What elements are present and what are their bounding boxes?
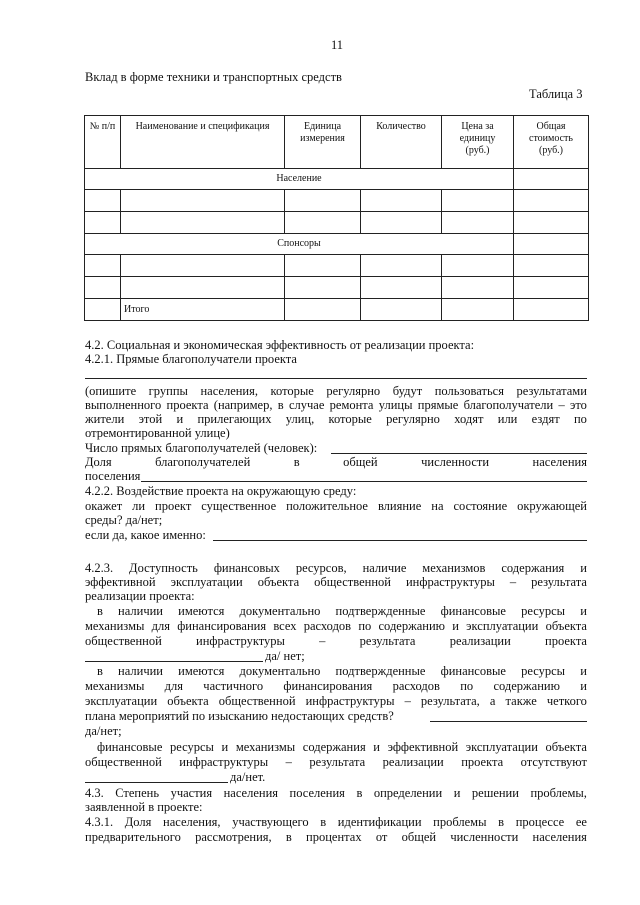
word: группы (148, 384, 188, 398)
word: в (356, 786, 363, 800)
word: всех (273, 619, 297, 633)
word: наличии (118, 604, 163, 618)
word: в (320, 815, 327, 829)
s431-line (85, 830, 587, 844)
word: финансовые (97, 740, 163, 754)
table-cell (285, 299, 361, 321)
word: объекта (257, 575, 300, 589)
env-question-line (85, 499, 587, 513)
word: финансовые (440, 664, 506, 678)
word: отсутствуют (520, 755, 587, 769)
word: существенное (201, 499, 277, 513)
word: содержанию (493, 679, 560, 693)
note-line (85, 384, 587, 398)
word: финансирования (177, 619, 267, 633)
word: а (489, 694, 496, 708)
word: пользоваться (434, 384, 504, 398)
word: инфраструктуры (179, 755, 269, 769)
word: имеются (178, 604, 225, 618)
table-cell (442, 212, 514, 234)
table-cell (85, 277, 121, 299)
word: финансирования (283, 679, 373, 693)
table-row (85, 277, 589, 299)
option-b-line (85, 679, 587, 693)
word: проекта (461, 755, 504, 769)
page-number: 11 (331, 38, 344, 52)
table-cell (514, 234, 589, 255)
word: на (431, 499, 444, 513)
word: результата (531, 575, 587, 589)
word: ли (132, 499, 146, 513)
table-cell (442, 255, 514, 277)
word: для (164, 679, 184, 693)
word: финансовых (213, 561, 280, 575)
s43-line (85, 786, 587, 800)
word: предварительного (85, 830, 181, 844)
word: населения, (200, 384, 258, 398)
header-cell: Цена за единицу (руб.) (442, 116, 514, 169)
word: содержания (302, 740, 366, 754)
word: по (460, 679, 474, 693)
word: численности (450, 830, 519, 844)
table-cell (85, 299, 121, 321)
word: участия (170, 786, 213, 800)
header-cell: Наименование и спецификация (121, 116, 285, 169)
table-cell (285, 255, 361, 277)
word: документально (239, 664, 321, 678)
word: финансовые (440, 604, 506, 618)
word: механизмы (85, 679, 145, 693)
word: 4.3. (85, 786, 104, 800)
word: процентах (306, 830, 362, 844)
word: которые (270, 384, 314, 398)
word: (опишите (85, 384, 137, 398)
word: ресурсы (521, 664, 566, 678)
table-cell (361, 299, 442, 321)
table-cell (442, 190, 514, 212)
word: эксплуатации (465, 740, 538, 754)
word: и (580, 679, 587, 693)
word: общественной (218, 694, 296, 708)
env-question-line: среды? да/нет; (85, 513, 163, 527)
word: решении (471, 786, 519, 800)
word: ездят (531, 412, 560, 426)
table-cell (442, 299, 514, 321)
option-a-line (85, 634, 587, 648)
word: Доля (124, 815, 152, 829)
word: ходят (454, 412, 484, 426)
word: содержания (501, 561, 565, 575)
header-cell: № п/п (85, 116, 121, 169)
word: результата (359, 634, 416, 648)
word: и (580, 561, 587, 575)
word: численности (421, 455, 490, 469)
word: – (509, 575, 517, 589)
word: четкого (546, 694, 587, 708)
word: и (221, 740, 229, 754)
table-cell (285, 212, 361, 234)
word: проекта (545, 634, 587, 648)
note-line: отремонтированной улице) (85, 426, 230, 440)
word: общественной (85, 634, 162, 648)
word: расходов (392, 679, 440, 693)
s423-line: реализации проекта: (85, 589, 195, 603)
word: случае (288, 398, 325, 412)
option-b-line (97, 664, 587, 678)
table-cell (514, 212, 589, 234)
word: ресурсов, (295, 561, 347, 575)
word: эксплуатации (85, 694, 158, 708)
word: по (573, 412, 587, 426)
word: прилегающих (197, 412, 272, 426)
word: объекта (167, 694, 209, 708)
table-cell (121, 212, 285, 234)
word: общей (343, 455, 378, 469)
option-a-line (97, 604, 587, 618)
word: проекта (166, 398, 209, 412)
word: в (498, 815, 505, 829)
word: в (97, 604, 103, 618)
word: процессе (515, 815, 565, 829)
word: или (497, 412, 518, 426)
word: результатами (516, 384, 587, 398)
table-cell (85, 190, 121, 212)
word: в (277, 398, 284, 412)
table-row (85, 190, 589, 212)
table-cell (361, 277, 442, 299)
word: Степень (115, 786, 160, 800)
section-4-2-1-heading: 4.2.1. Прямые благополучатели проекта (85, 352, 297, 366)
word: содержанию (378, 619, 445, 633)
table-cell (121, 277, 285, 299)
word: и (453, 786, 461, 800)
table-cell (121, 190, 285, 212)
section-row-population (85, 169, 589, 190)
word: инфраструктуры (196, 634, 285, 648)
word: в (97, 664, 103, 678)
beneficiaries-count-field[interactable] (331, 453, 587, 454)
total-label: Итого (121, 299, 285, 321)
word: реализации (449, 634, 511, 648)
word: объекта (545, 619, 587, 633)
table-cell (121, 255, 285, 277)
word: улицы (378, 398, 413, 412)
word: благополучателей (155, 455, 251, 469)
word: выполненного (85, 398, 162, 412)
table-cell (361, 255, 442, 277)
word: инфраструктуры (405, 575, 495, 589)
section-4-2-2-heading: 4.2.2. Воздействие проекта на окружающую среду: (85, 484, 357, 498)
word: населения (532, 830, 587, 844)
word: расходов (303, 619, 352, 633)
word: и (452, 619, 459, 633)
word: участвующего (232, 815, 309, 829)
word: наличие (362, 561, 407, 575)
option-a-line (85, 619, 587, 633)
word: эффективной (85, 575, 156, 589)
table-cell (514, 255, 589, 277)
word: этой (138, 412, 163, 426)
word: механизмы (235, 740, 296, 754)
word: по (358, 619, 372, 633)
word: эксплуатации (170, 575, 243, 589)
contribution-table (84, 115, 589, 321)
word: и (580, 604, 587, 618)
word: – (319, 634, 326, 648)
word: для (151, 619, 170, 633)
word: и (580, 664, 587, 678)
word: населения (223, 786, 279, 800)
word: Доля (85, 455, 112, 469)
section-4-2-heading: 4.2. Социальная и экономическая эффективность от реализации проекта: (85, 338, 475, 352)
word: механизмы (85, 619, 145, 633)
section-heading: Вклад в форме техники и транспортных средств (85, 70, 342, 84)
word: – (558, 398, 565, 412)
header-cell: Единица измерения (285, 116, 361, 169)
word: также (505, 694, 537, 708)
beneficiaries-blank (85, 378, 587, 379)
word: проблемы, (530, 786, 587, 800)
word: определении (373, 786, 443, 800)
word: общественной (85, 755, 162, 769)
table-cell (514, 190, 589, 212)
word: результата (309, 755, 366, 769)
option-b-answer: да/нет; (85, 724, 122, 738)
word: механизмов (422, 561, 486, 575)
word: ее (575, 815, 587, 829)
word: инфраструктуры (305, 694, 395, 708)
table-cell (285, 190, 361, 212)
word: регулярно (326, 384, 381, 398)
word: (например, (213, 398, 273, 412)
word: общей (401, 830, 437, 844)
table-cell (285, 277, 361, 299)
word: реализации (382, 755, 444, 769)
word: частичного (203, 679, 264, 693)
table-cell (361, 212, 442, 234)
word: населения (532, 455, 587, 469)
table-label: Таблица 3 (529, 87, 583, 101)
word: окажет (85, 499, 123, 513)
word: ресурсы (521, 604, 566, 618)
option-c-line (85, 755, 587, 769)
word: и (373, 740, 380, 754)
s423-line (85, 561, 587, 575)
option-a-field[interactable] (85, 661, 263, 662)
word: наличии (118, 664, 163, 678)
word: общественной (314, 575, 391, 589)
word: влияние (377, 499, 422, 513)
word: проект (155, 499, 192, 513)
word: 4.2.3. (85, 561, 114, 575)
word: и (176, 412, 184, 426)
word: положительное (286, 499, 368, 513)
share-line (85, 455, 587, 469)
word: проблемы (433, 815, 487, 829)
option-b-line (85, 694, 587, 708)
word: будут (392, 384, 423, 398)
env-which-field[interactable] (213, 540, 587, 541)
word: в (285, 830, 292, 844)
word: прямые (417, 398, 459, 412)
s431-line (85, 815, 587, 829)
header-cell: Общая стоимость (руб.) (514, 116, 589, 169)
note-line (85, 412, 587, 426)
word: рассмотрения, (195, 830, 272, 844)
word: эксплуатации (466, 619, 539, 633)
option-b-field[interactable] (430, 721, 587, 722)
word: Доступность (129, 561, 198, 575)
option-c-answer: да/нет. (230, 770, 266, 784)
section-row-sponsors (85, 234, 589, 255)
section-label: Спонсоры (85, 234, 514, 255)
word: которые (328, 412, 372, 426)
word: имеются (178, 664, 225, 678)
word: улиц, (285, 412, 315, 426)
word: состояние (453, 499, 508, 513)
word: подтвержденные (335, 604, 426, 618)
word: – (404, 694, 411, 708)
word: это (570, 398, 587, 412)
word: эффективной (387, 740, 459, 754)
word: регулярно (386, 412, 440, 426)
table-cell (361, 190, 442, 212)
word: жители (85, 412, 125, 426)
word: идентификации (337, 815, 422, 829)
s43-line: заявленной в проекте: (85, 800, 203, 814)
table-cell (514, 169, 589, 190)
word: ремонта (329, 398, 374, 412)
word: объекта (545, 740, 587, 754)
note-line (85, 398, 587, 412)
word: благополучатели (463, 398, 554, 412)
word: в (293, 455, 300, 469)
share-field[interactable] (141, 481, 587, 482)
table-row (85, 212, 589, 234)
option-c-field[interactable] (85, 782, 228, 783)
table-cell (514, 277, 589, 299)
header-cell: Количество (361, 116, 442, 169)
option-c-line (97, 740, 587, 754)
word: результата, (420, 694, 480, 708)
env-which-label: если да, какое именно: (85, 528, 206, 542)
word: поселения (289, 786, 345, 800)
word: подтвержденные (335, 664, 426, 678)
table-cell (514, 299, 589, 321)
option-a-answer: да/ нет; (265, 649, 305, 663)
s423-line (85, 575, 587, 589)
word: ресурсы (169, 740, 214, 754)
table-header-row (85, 116, 589, 169)
table-cell (85, 212, 121, 234)
word: 4.3.1. (85, 815, 114, 829)
table-cell (442, 277, 514, 299)
word: – (285, 755, 292, 769)
word: населения, (163, 815, 221, 829)
word: окружающей (517, 499, 587, 513)
beneficiaries-count-label: Число прямых благополучателей (человек): (85, 441, 318, 455)
option-b-line: плана мероприятий по изысканию недостающих средств? (85, 709, 394, 723)
table-total-row (85, 299, 589, 321)
word: документально (239, 604, 321, 618)
table-cell (85, 255, 121, 277)
share-line-end: поселения (85, 469, 141, 483)
table-row (85, 255, 589, 277)
section-label: Население (85, 169, 514, 190)
word: от (375, 830, 388, 844)
